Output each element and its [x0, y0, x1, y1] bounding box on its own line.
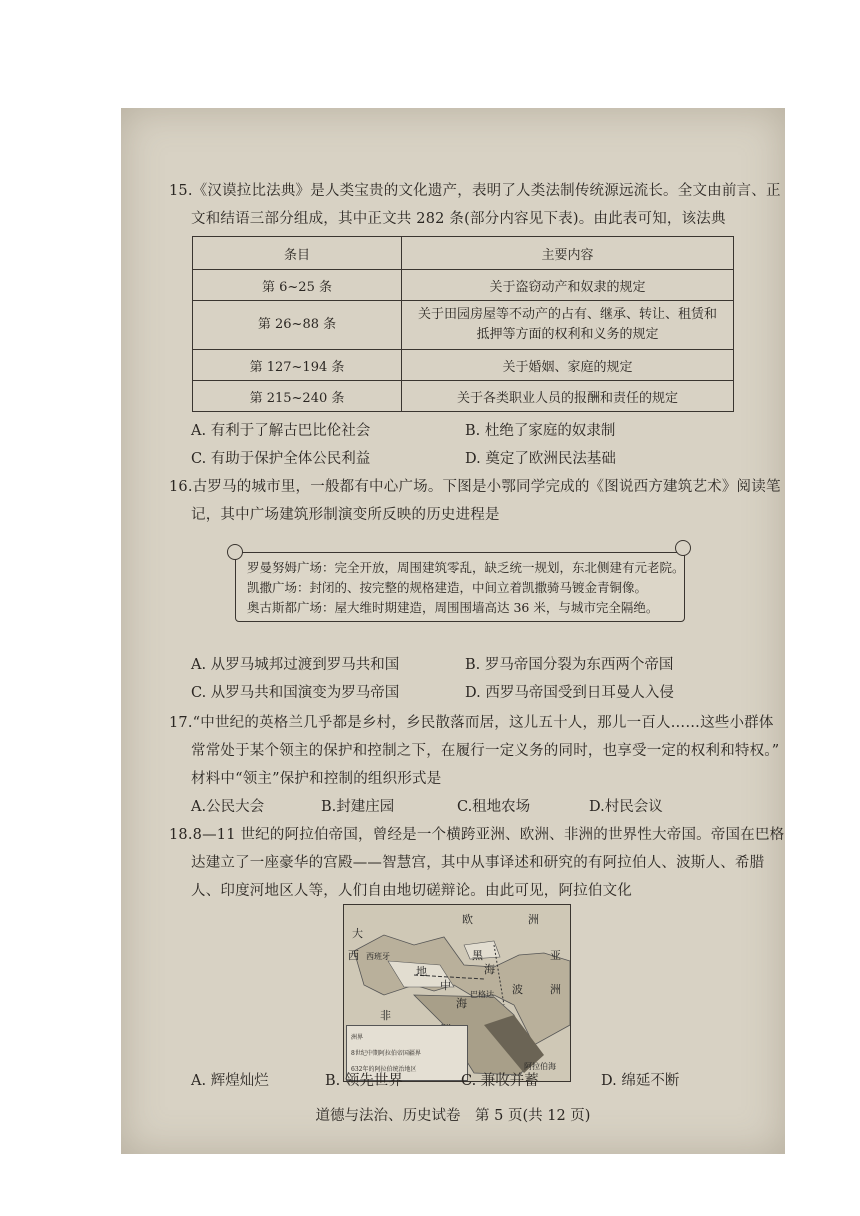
map-label-med-a: 地: [416, 965, 427, 978]
q18-option-d[interactable]: D. 绵延不断: [601, 1073, 680, 1089]
map-label-asia-continent: 洲: [550, 983, 561, 996]
map-label-med-c: 海: [456, 997, 467, 1010]
q18-option-c[interactable]: C. 兼收并蓄: [461, 1073, 539, 1089]
q17-option-a[interactable]: A.公民大会: [191, 799, 265, 815]
map-label-med-b: 中: [440, 979, 451, 992]
q16-option-b[interactable]: B. 罗马帝国分裂为东西两个帝国: [465, 657, 674, 673]
legend-continent-border: 洲界: [351, 1034, 364, 1041]
scroll-note-line3: 奥古斯都广场：屋大维时期建造，周围围墙高达 36 米，与城市完全隔绝。: [247, 600, 659, 615]
q15-option-b[interactable]: B. 杜绝了家庭的奴隶制: [465, 423, 616, 439]
map-label-europe: 欧: [462, 913, 473, 926]
scroll-roll-left: [227, 544, 243, 560]
table-header-item: 条目: [193, 237, 402, 270]
map-label-spain: 西班牙: [366, 952, 390, 961]
map-label-atlantic: 大: [352, 927, 363, 940]
reading-note-scroll: [225, 540, 693, 630]
q15-option-c[interactable]: C. 有助于保护全体公民利益: [191, 451, 371, 467]
q18-stem-line3: 人、印度河地区人等，人们自由地切磋辩论。由此可见，阿拉伯文化: [191, 883, 632, 899]
page-footer: 道德与法治、历史试卷 第 5 页(共 12 页): [315, 1108, 591, 1124]
scroll-note-line1: 罗曼努姆广场：完全开放，周围建筑零乱，缺乏统一规划，东北侧建有元老院。: [247, 560, 685, 575]
q15-stem-line2: 文和结语三部分组成，其中正文共 282 条(部分内容见下表)。由此表可知，该法典: [191, 211, 726, 227]
table-header-content: 主要内容: [402, 237, 734, 270]
table-cell-item: 第 215~240 条: [193, 381, 402, 412]
exam-page: [121, 108, 785, 1154]
map-label-black: 黑: [472, 949, 483, 962]
legend-empire-border: 8世纪中期阿拉伯帝国疆界: [351, 1050, 421, 1057]
scroll-roll-right: [675, 540, 691, 556]
map-label-west: 西: [348, 949, 359, 962]
q18-option-a[interactable]: A. 辉煌灿烂: [191, 1073, 269, 1089]
q17-option-c[interactable]: C.租地农场: [457, 799, 531, 815]
q16-stem-line1: 16.古罗马的城市里，一般都有中心广场。下图是小鄂同学完成的《图说西方建筑艺术》阅读笔: [169, 479, 781, 495]
scroll-note-line2: 凯撒广场：封闭的、按完整的规格建造，中间立着凯撒骑马镀金青铜像。: [247, 580, 648, 595]
map-label-asia: 亚: [550, 949, 561, 962]
map-label-europe-continent: 洲: [528, 913, 539, 926]
q17-stem-line1: 17.“中世纪的英格兰几乎都是乡村，乡民散落而居，这儿五十人，那儿一百人……这些小群体: [169, 715, 774, 731]
q17-stem-line3: 材料中“领主”保护和控制的组织形式是: [191, 771, 442, 787]
q17-stem-line2: 常常处于某个领主的保护和控制之下，在履行一定义务的同时，也享受一定的权利和特权。”: [191, 743, 780, 759]
table-cell-item: 第 26~88 条: [193, 301, 402, 350]
legend-632-area: 632年的阿拉伯统治地区: [351, 1066, 417, 1073]
table-cell-content: 关于婚姻、家庭的规定: [402, 350, 734, 381]
table-cell-item: 第 127~194 条: [193, 350, 402, 381]
map-label-black-sea: 海: [484, 963, 495, 976]
q18-stem-line2: 达建立了一座豪华的宫殿——智慧宫，其中从事译述和研究的有阿拉伯人、波斯人、希腊: [191, 855, 765, 871]
q17-option-d[interactable]: D.村民会议: [589, 799, 663, 815]
table-cell-content: 关于各类职业人员的报酬和责任的规定: [402, 381, 734, 412]
q18-option-b[interactable]: B. 领先世界: [325, 1073, 403, 1089]
map-label-baghdad: 巴格达: [470, 990, 494, 999]
q16-option-d[interactable]: D. 西罗马帝国受到日耳曼人入侵: [465, 685, 674, 701]
law-code-table: [192, 236, 734, 412]
q17-option-b[interactable]: B.封建庄园: [321, 799, 395, 815]
q16-option-a[interactable]: A. 从罗马城邦过渡到罗马共和国: [191, 657, 400, 673]
q15-stem-line1: 15.《汉谟拉比法典》是人类宝贵的文化遗产，表明了人类法制传统源远流长。全文由前言、正: [169, 183, 781, 199]
arab-empire-map: [343, 904, 571, 1082]
q18-stem-line1: 18.8—11 世纪的阿拉伯帝国，曾经是一个横跨亚洲、欧洲、非洲的世界性大帝国。帝国在巴格: [169, 827, 785, 843]
q16-stem-line2: 记，其中广场建筑形制演变所反映的历史进程是: [191, 507, 500, 523]
table-cell-content: 关于田园房屋等不动产的占有、继承、转让、租赁和抵押等方面的权利和义务的规定: [402, 301, 734, 350]
map-label-persia: 波: [512, 983, 523, 996]
q15-option-a[interactable]: A. 有利于了解古巴比伦社会: [191, 423, 371, 439]
q15-option-d[interactable]: D. 奠定了欧洲民法基础: [465, 451, 616, 467]
table-cell-content: 关于盗窃动产和奴隶的规定: [402, 270, 734, 301]
map-label-africa: 非: [380, 1009, 391, 1022]
table-cell-item: 第 6~25 条: [193, 270, 402, 301]
q16-option-c[interactable]: C. 从罗马共和国演变为罗马帝国: [191, 685, 400, 701]
map-label-arabian-sea: 阿拉伯海: [524, 1062, 556, 1071]
